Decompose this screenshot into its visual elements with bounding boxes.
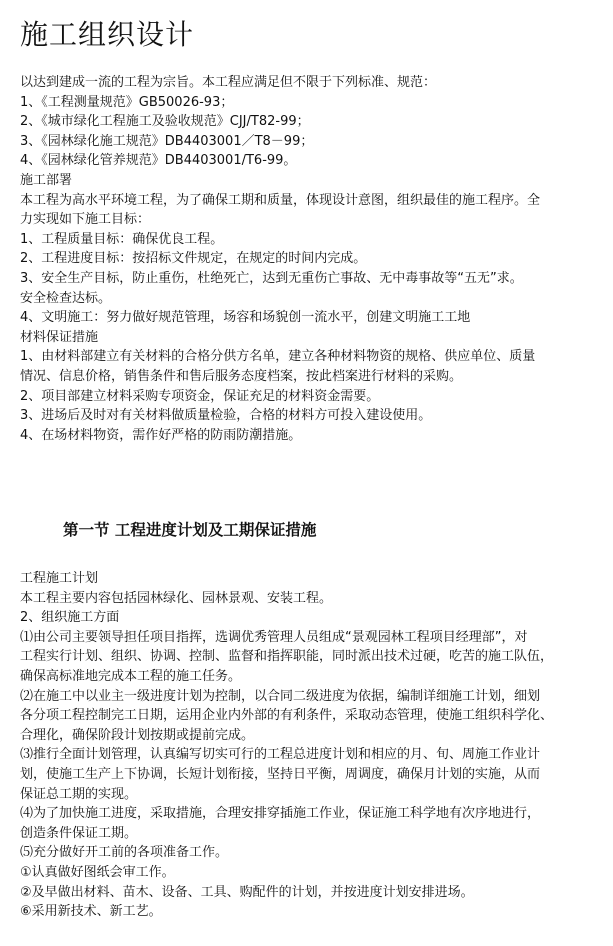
text-line: 以达到建成一流的工程为宗旨。本工程应满足但不限于下列标准、规范：	[20, 75, 437, 90]
text-line: 安全检查达标。	[20, 290, 112, 306]
text-line: 确保高标准地完成本工程的施工任务。	[20, 668, 242, 684]
text-line: 2、组织施工方面	[20, 610, 120, 626]
text-line: 1、由材料部建立有关材料的合格分供方名单，建立各种材料物资的规格、供应单位、质量	[20, 349, 536, 365]
text-line: 各分项工程控制完工日期，运用企业内外部的有利条件，采取动态管理，使施工组织科学化、	[20, 708, 554, 724]
text-line: 工程实行计划、组织、协调、控制、监督和指挥职能，同时派出技术过硬，吃苦的施工队伍，	[20, 649, 554, 665]
text-line: ⑶推行全面计划管理，认真编写切实可行的工程总进度计划和相应的月、旬、周施工作业计	[20, 747, 541, 763]
text-line: 划，使施工生产上下协调，长短计划衔接，坚持日平衡，周调度，确保月计划的实施，从而	[20, 766, 541, 782]
text-line: 4、在场材料物资，需作好严格的防雨防潮措施。	[20, 427, 302, 443]
text-line: ⑴由公司主要领导担任项目指挥，选调优秀管理人员组成“景观园林工程项目经理部”，对	[20, 629, 528, 645]
text-line: 1、工程质量目标：确保优良工程。	[20, 231, 224, 247]
text-line: 创造条件保证工期。	[20, 825, 138, 841]
text-line: ①认真做好图纸会审工作。	[20, 864, 175, 880]
plan-section	[20, 569, 585, 922]
text-line: 3、安全生产目标，防止重伤，杜绝死亡，达到无重伤亡事故、无中毒事故等“五无”求。	[20, 270, 523, 286]
text-line: 2、项目部建立材料采购专项资金，保证充足的材料资金需要。	[20, 388, 380, 404]
text-line: 合理化，确保阶段计划按期或提前完成。	[20, 727, 255, 743]
text-line: 2、工程进度目标：按招标文件规定，在规定的时间内完成。	[20, 251, 367, 267]
text-line: ⑵在施工中以业主一级进度计划为控制，以合同二级进度为依据，编制详细施工计划，细划	[20, 688, 541, 704]
text-line: 3、《园林绿化施工规范》DB4403001／T8－99；	[20, 133, 314, 149]
subheading-construction-plan: 工程施工计划	[20, 571, 99, 586]
section-heading: 第一节 工程进度计划及工期保证措施	[63, 520, 317, 539]
subheading-material-guarantee: 材料保证措施	[20, 329, 99, 345]
text-line: 保证总工期的实现。	[20, 786, 138, 802]
text-line: ⑷为了加快施工进度，采取措施，合理安排穿插施工作业，保证施工科学地有次序地进行，	[20, 806, 541, 822]
text-line: ⑥采用新技术、新工艺。	[20, 904, 162, 920]
text-line: ⑸充分做好开工前的各项准备工作。	[20, 845, 229, 861]
document-title: 施工组织设计	[20, 18, 195, 51]
text-line: ②及早做出材料、苗木、设备、工具、购配件的计划，并按进度计划安排进场。	[20, 884, 474, 900]
text-line: 本工程主要内容包括园林绿化、园林景观、安装工程。	[20, 590, 333, 606]
text-line: 4、文明施工：努力做好规范管理，场容和场貌创一流水平，创建文明施工工地	[20, 310, 471, 326]
text-line: 1、《工程测量规范》GB50026-93；	[20, 94, 234, 110]
text-line: 力实现如下施工目标：	[20, 212, 151, 228]
subheading-construction-deployment: 施工部署	[20, 172, 73, 188]
text-line: 情况、信息价格，销售条件和售后服务态度档案，按此档案进行材料的采购。	[20, 368, 463, 384]
text-line: 本工程为高水平环境工程，为了确保工期和质量，体现设计意图，组织最佳的施工程序。全	[20, 192, 541, 208]
intro-section	[20, 73, 585, 445]
text-line: 3、进场后及时对有关材料做质量检验，合格的材料方可投入建设使用。	[20, 408, 432, 424]
text-line: 4、《园林绿化管养规范》DB4403001/T6-99。	[20, 153, 297, 169]
text-line: 2、《城市绿化工程施工及验收规范》CJJ/T82-99；	[20, 114, 310, 130]
